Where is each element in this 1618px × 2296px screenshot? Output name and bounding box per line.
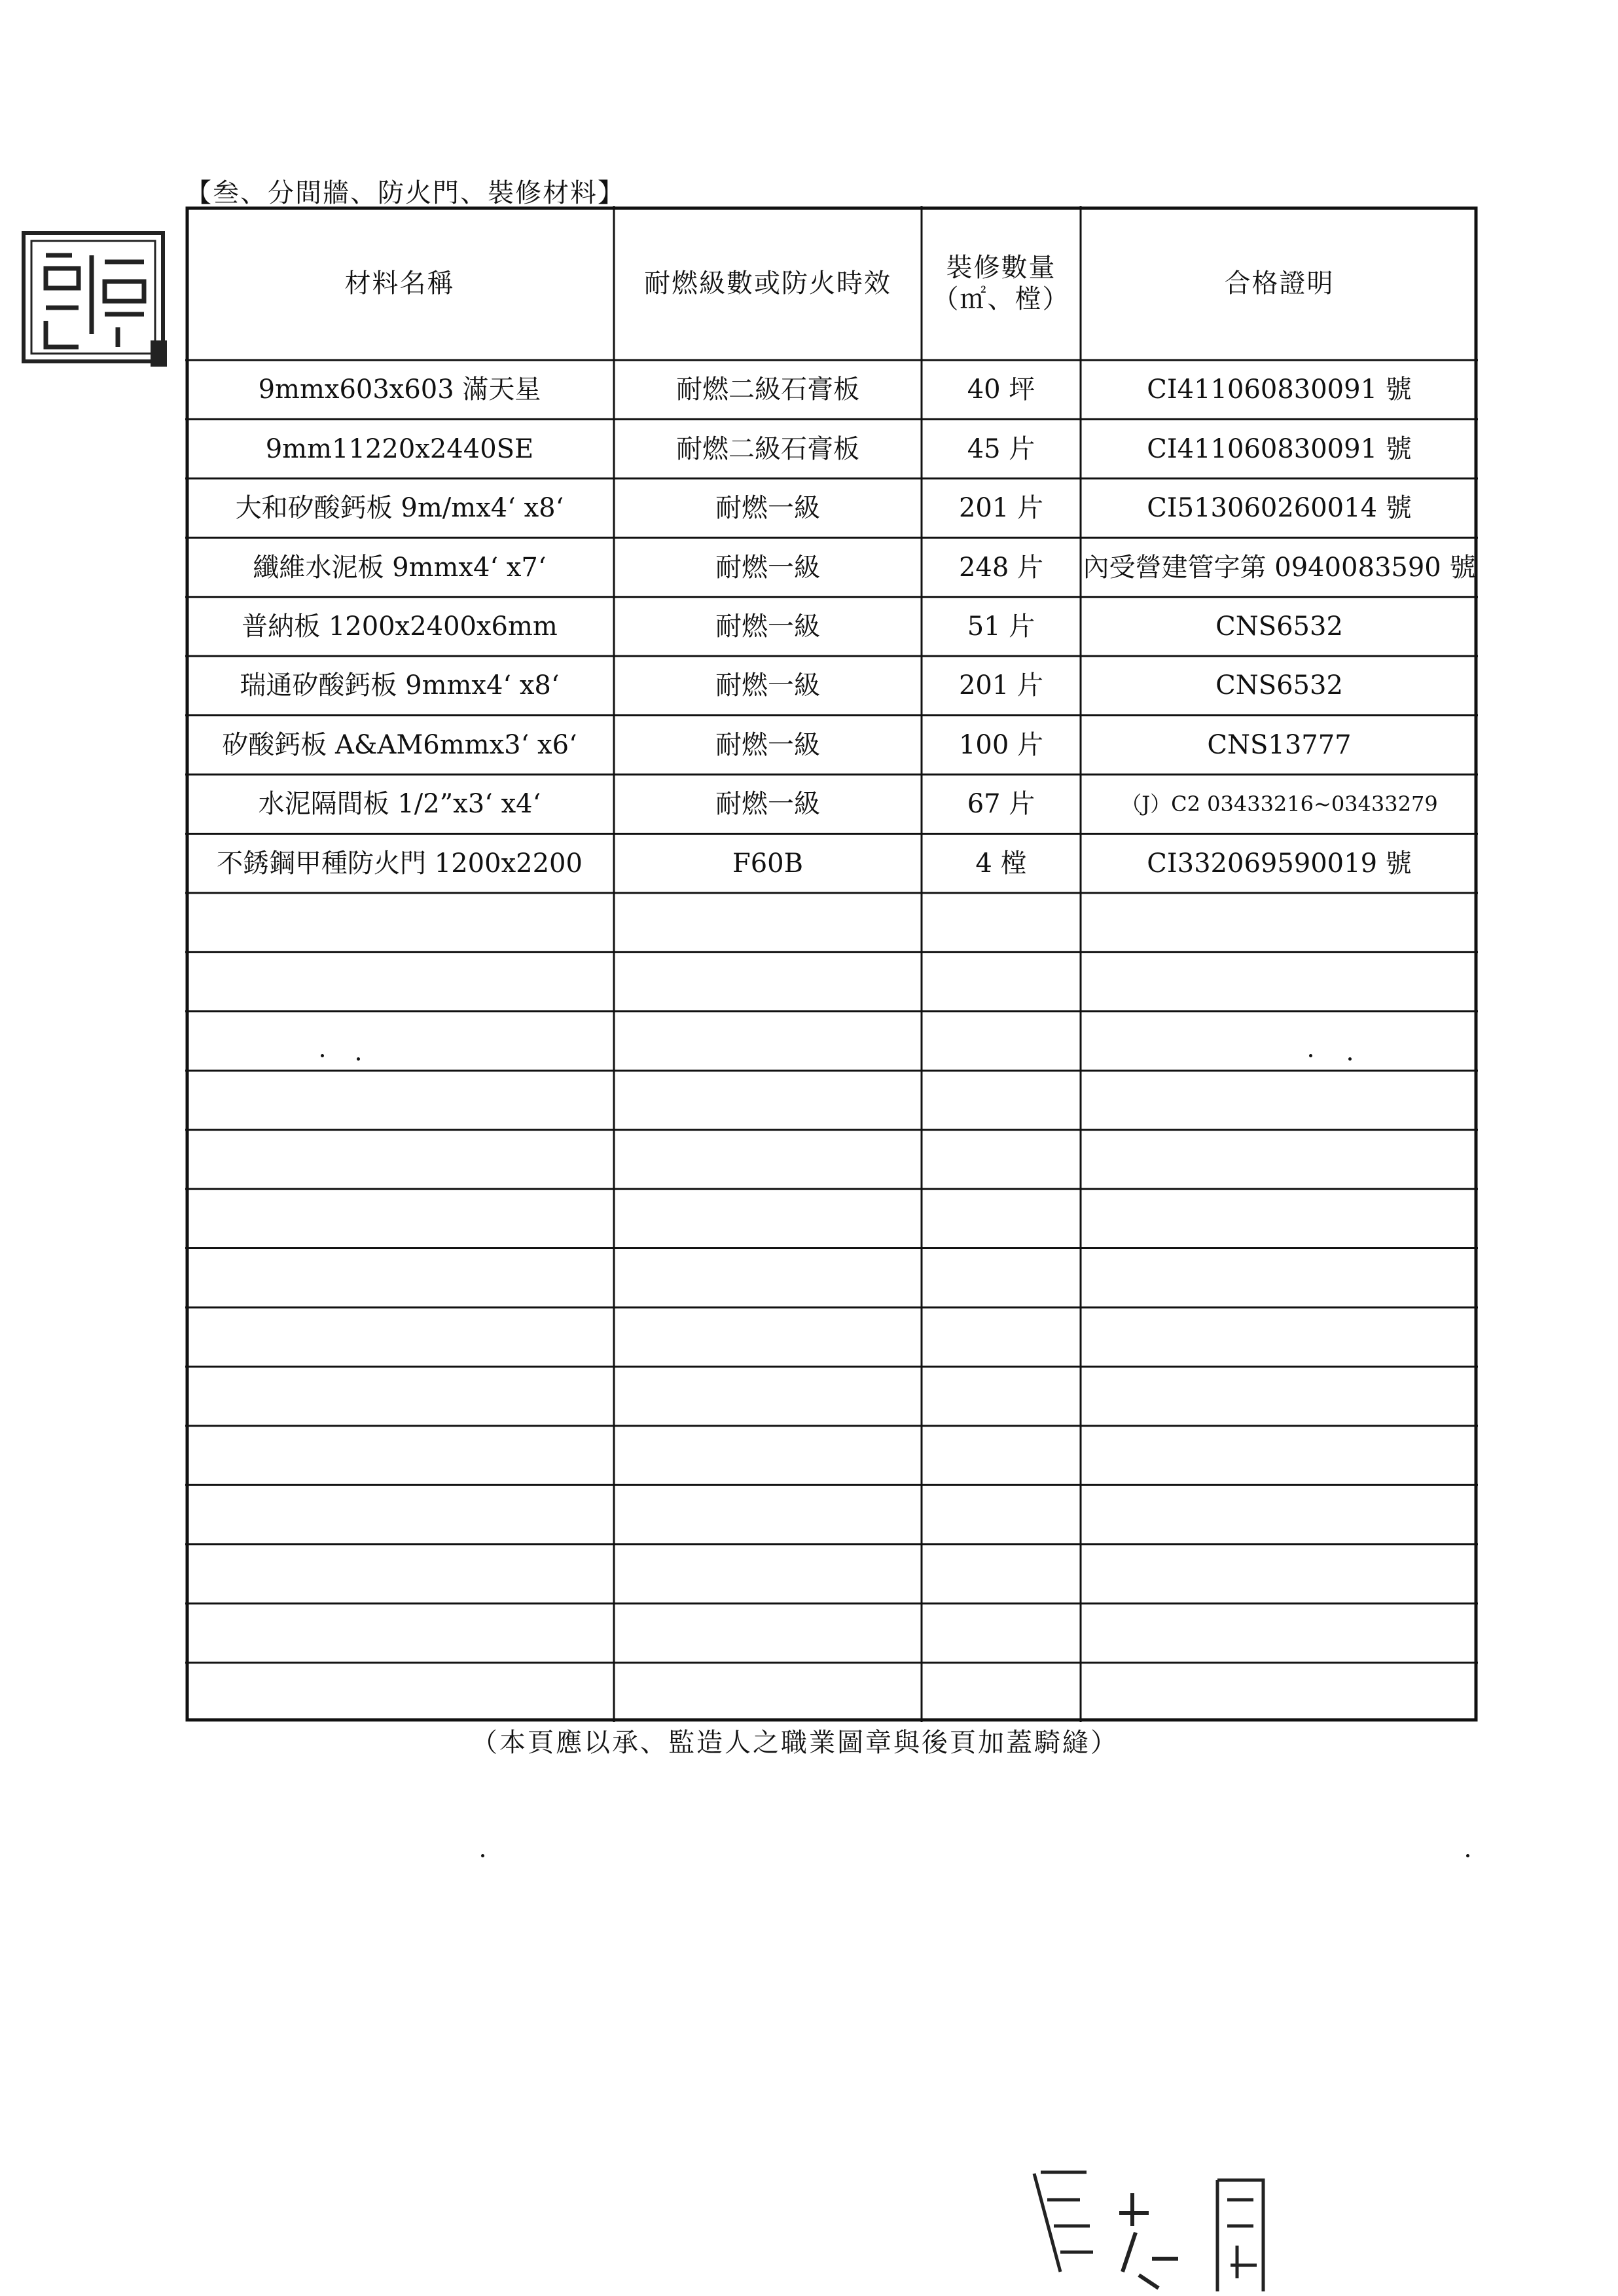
cell-material-name: 水泥隔間板 1/2”x3‘ x4‘ [258,789,541,820]
footer-note: （本頁應以承、監造人之職業圖章與後頁加蓋騎縫） [471,1728,1119,1758]
cell-quantity: 67 片 [967,789,1035,820]
cell-material-name: 瑞通矽酸鈣板 9mmx4‘ x8‘ [240,670,560,701]
cell-quantity: 51 片 [967,611,1035,642]
cell-certificate: CNS6532 [1215,611,1343,642]
cell-material-name: 矽酸鈣板 A&AM6mmx3‘ x6‘ [222,729,577,760]
cell-quantity: 4 樘 [975,848,1027,879]
cell-certificate: （J）C2 03433216~03433279 [1121,792,1438,817]
header-quantity-line2: （㎡、樘） [932,283,1070,314]
cell-fire-rating: 耐燃一級 [715,611,820,642]
cell-fire-rating: 耐燃二級石膏板 [676,374,859,405]
cell-quantity: 248 片 [958,552,1044,583]
cell-fire-rating: 耐燃一級 [715,493,820,524]
cell-certificate: CI411060830091 號 [1147,374,1412,405]
cell-material-name: 大和矽酸鈣板 9m/mx4‘ x8‘ [235,493,564,524]
cell-certificate: CNS13777 [1207,729,1352,760]
seal-left-margin [20,229,167,367]
cell-certificate: CI513060260014 號 [1147,493,1412,524]
cell-quantity: 100 片 [958,729,1044,760]
header-quantity [922,206,1081,360]
header-fire-rating: 耐燃級數或防火時效 [644,268,891,299]
header-certificate: 合格證明 [1224,268,1335,299]
cell-certificate: 內受營建管字第 0940083590 號 [1083,552,1476,583]
cell-fire-rating: F60B [732,848,804,879]
cell-quantity: 45 片 [967,433,1035,464]
cell-material-name: 纖維水泥板 9mmx4‘ x7‘ [253,552,547,583]
cell-fire-rating: 耐燃一級 [715,552,820,583]
cell-material-name: 普納板 1200x2400x6mm [242,611,558,642]
cell-fire-rating: 耐燃二級石膏板 [676,433,859,464]
materials-table [185,206,1478,1722]
cell-fire-rating: 耐燃一級 [715,670,820,701]
cell-certificate: CI411060830091 號 [1147,433,1412,464]
cell-certificate: CI332069590019 號 [1147,848,1412,879]
cell-quantity: 201 片 [958,493,1044,524]
cell-quantity: 201 片 [958,670,1044,701]
section-title: 【叁、分間牆、防火門、裝修材料】 [185,178,625,208]
cell-material-name: 9mmx603x603 滿天星 [258,374,541,405]
cell-certificate: CNS6532 [1215,670,1343,701]
cell-fire-rating: 耐燃一級 [715,789,820,820]
header-material-name: 材料名稱 [344,268,455,299]
cell-material-name: 9mm11220x2440SE [265,433,534,464]
cell-fire-rating: 耐燃一級 [715,729,820,760]
seal-bottom-right [1021,2160,1296,2296]
cell-quantity: 40 坪 [967,374,1035,405]
header-quantity-line1: 裝修數量 [946,252,1056,283]
cell-material-name: 不銹鋼甲種防火門 1200x2200 [217,848,583,879]
